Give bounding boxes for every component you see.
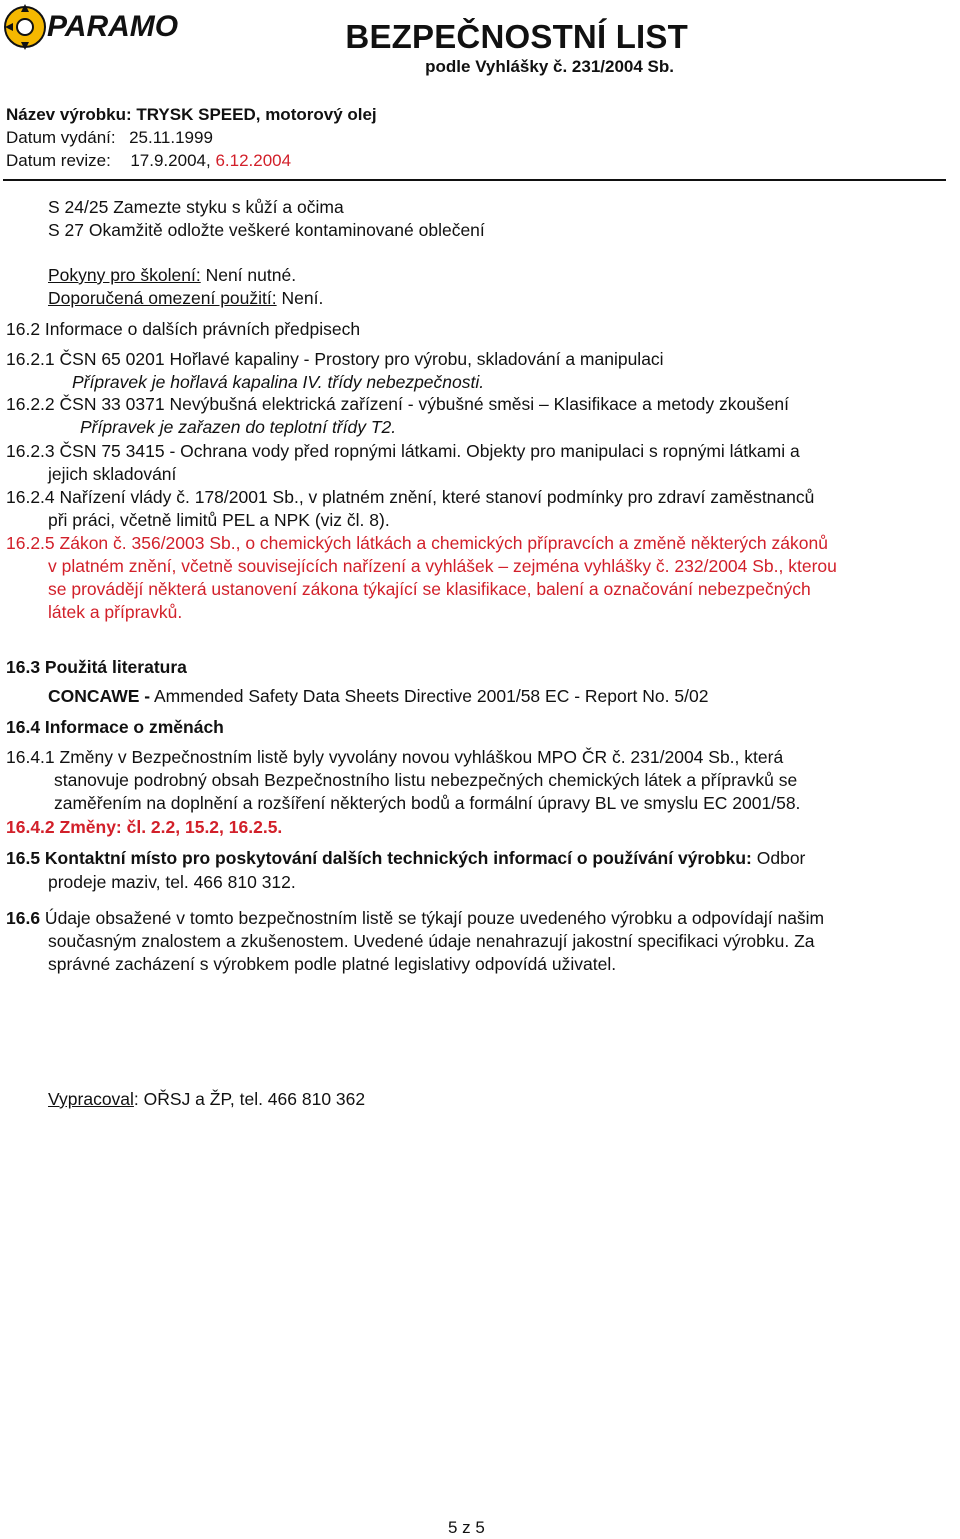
prepared-by-row [48,1088,365,1110]
product-label: Název výrobku: [6,105,132,124]
section-16-4-heading: 16.4 Informace o změnách [6,717,224,737]
item-16-4-1-line3: zaměřením na doplnění a rozšíření některých bodů a formální úpravy BL ve smyslu EC 2001/58. [54,793,801,813]
gear-mark-icon [5,4,45,50]
s-phrase-24-25: S 24/25 Zamezte styku s kůží a očima [48,197,344,217]
concawe-reference: Ammended Safety Data Sheets Directive 2001/58 EC - Report No. 5/02 [150,686,709,706]
training-row [48,264,296,286]
document-title: BEZPEČNOSTNÍ LIST [345,18,688,55]
item-16-2-4-line2: při práci, včetně limitů PEL a NPK (viz čl. 8). [48,510,390,530]
section-16-5-tail: Odbor [751,848,806,868]
item-16-2-4-line1: 16.2.4 Nařízení vlády č. 178/2001 Sb., v platném znění, které stanoví podmínky pro zdraví zaměstnanců [6,487,815,507]
item-16-2-2-note: Přípravek je zařazen do teplotní třídy T2. [80,417,397,437]
section-16-6-line2: současným znalostem a zkušenostem. Uvedené údaje nenahrazují jakostní specifikaci výrobku. Za [48,931,815,951]
section-16-6-number: 16.6 [6,908,41,928]
section-16-5-line1 [6,847,805,869]
item-16-2-3-line1: 16.2.3 ČSN 75 3415 - Ochrana vody před ropnými látkami. Objekty pro manipulaci s ropnými látkami a [6,441,800,461]
concawe-label: CONCAWE - [48,686,151,706]
usage-label: Doporučená omezení použití: [48,288,277,308]
training-label: Pokyny pro školení: [48,265,201,285]
page-number: 5 z 5 [448,1518,485,1537]
training-value: Není nutné. [200,265,297,285]
paramo-logo [3,2,203,52]
item-16-2-5-line2: v platném znění, včetně souvisejících nařízení a vyhlášek – zejména vyhlášky č. 232/2004 Sb., kterou [48,556,837,576]
section-16-6-line1 [6,907,824,929]
issue-date-value: 25.11.1999 [129,128,213,147]
section-16-6-text: Údaje obsažené v tomto bezpečnostním listě se týkají pouze uvedeného výrobku a odpovídají našim [40,908,825,928]
usage-value: Není. [276,288,324,308]
header-divider [3,179,946,181]
usage-row [48,287,323,309]
product-name-row [6,104,377,126]
issue-date-label: Datum vydání: [6,128,116,147]
revision-date-row [6,150,291,172]
section-16-2-heading: 16.2 Informace o dalších právních předpisech [6,319,361,339]
item-16-2-1-note: Přípravek je hořlavá kapalina IV. třídy nebezpečnosti. [72,372,485,392]
prepared-by-label: Vypracoval [48,1089,134,1109]
item-16-4-1-line2: stanovuje podrobný obsah Bezpečnostního listu nebezpečných chemických látek a přípravků se [54,770,798,790]
prepared-by-value: : OŘSJ a ŽP, tel. 466 810 362 [133,1089,366,1109]
section-16-3-heading: 16.3 Použitá literatura [6,657,187,677]
item-16-2-5-line1: 16.2.5 Zákon č. 356/2003 Sb., o chemických látkách a chemických přípravcích a změně některých zákonů [6,533,828,553]
item-16-2-5-line4: látek a přípravků. [48,602,183,622]
section-16-5-heading: 16.5 Kontaktní místo pro poskytování dalších technických informací o používání výrobku: [6,848,752,868]
logo-wordmark: PARAMO [47,10,179,43]
item-16-2-2: 16.2.2 ČSN 33 0371 Nevýbušná elektrická zařízení - výbušné směsi – Klasifikace a metody zkoušení [6,394,790,414]
revision-date-value: 17.9.2004, [130,151,211,170]
item-16-2-5-line3: se provádějí některá ustanovení zákona týkající se klasifikace, balení a označování nebezpečných [48,579,811,599]
item-16-4-2: 16.4.2 Změny: čl. 2.2, 15.2, 16.2.5. [6,817,283,837]
revision-date-latest: 6.12.2004 [215,151,292,170]
literature-reference [48,685,708,707]
document-subtitle: podle Vyhlášky č. 231/2004 Sb. [425,57,674,76]
product-value: TRYSK SPEED, motorový olej [136,105,377,124]
revision-date-label: Datum revize: [6,151,111,170]
item-16-2-3-line2: jejich skladování [48,464,177,484]
section-16-5-line2: prodeje maziv, tel. 466 810 312. [48,872,296,892]
item-16-2-1: 16.2.1 ČSN 65 0201 Hořlavé kapaliny - Prostory pro výrobu, skladování a manipulaci [6,349,664,369]
item-16-4-1-line1: 16.4.1 Změny v Bezpečnostním listě byly vyvolány novou vyhláškou MPO ČR č. 231/2004 Sb., která [6,747,784,767]
issue-date-row [6,127,213,149]
section-16-6-line3: správné zacházení s výrobkem podle platné legislativy odpovídá uživatel. [48,954,617,974]
s-phrase-27: S 27 Okamžitě odložte veškeré kontaminované oblečení [48,220,485,240]
